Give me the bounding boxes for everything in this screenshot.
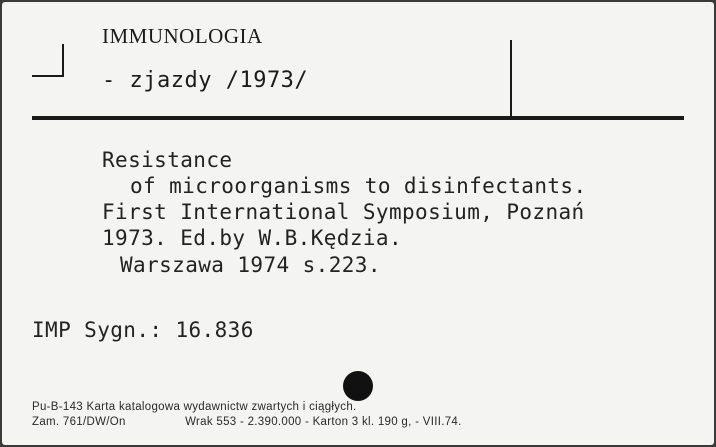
title-line-2: of microorganisms to disinfectants. <box>130 174 587 198</box>
footer-line-2: Zam. 761/DW/On Wrak 553 - 2.390.000 - Karton 3 kl. 190 g, - VIII.74. <box>32 416 462 428</box>
footer-line-1: Pu-B-143 Karta katalogowa wydawnictw zwartych i ciągłych. <box>32 401 357 413</box>
title-line-3: First International Symposium, Poznań <box>102 200 585 224</box>
header-divider-horizontal <box>32 116 684 120</box>
catalog-card <box>2 2 714 445</box>
subject-subdivision: - zjazdy /1973/ <box>102 68 309 93</box>
title-line-4: 1973. Ed.by W.B.Kędzia. <box>102 226 402 250</box>
subject-heading: IMMUNOLOGIA <box>102 24 263 48</box>
punch-hole <box>343 371 373 401</box>
header-divider-vertical <box>510 40 512 116</box>
corner-bracket-vertical <box>62 44 64 76</box>
corner-bracket-horizontal <box>32 75 64 77</box>
title-line-1: Resistance <box>102 148 233 172</box>
call-number: IMP Sygn.: 16.836 <box>32 318 254 342</box>
imprint-line: Warszawa 1974 s.223. <box>120 253 381 277</box>
